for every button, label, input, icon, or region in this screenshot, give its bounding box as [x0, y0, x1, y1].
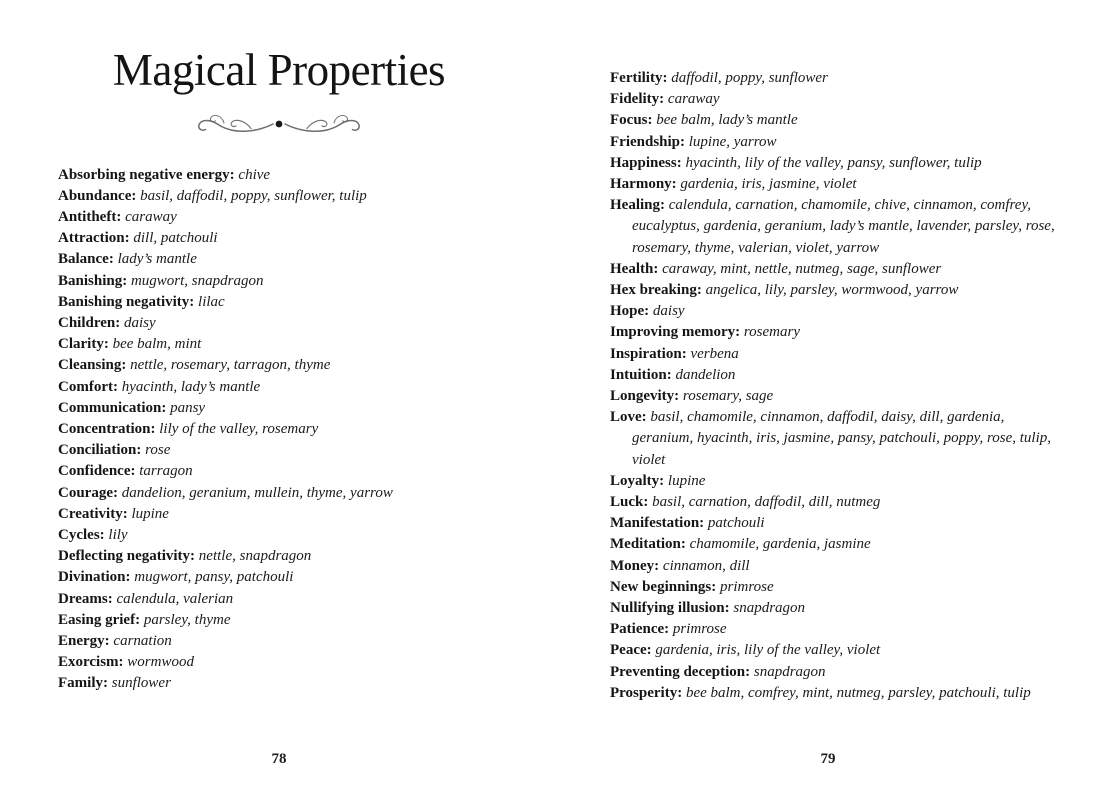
- property-value: dill, patchouli: [129, 230, 218, 247]
- property-value: cinnamon, dill: [659, 557, 750, 574]
- property-label: Harmony:: [610, 176, 677, 193]
- property-entry: [610, 683, 1064, 704]
- property-value: pansy: [166, 399, 206, 416]
- property-value: lilac: [194, 293, 225, 310]
- property-entry: [610, 471, 1064, 492]
- property-label: Divination:: [58, 569, 131, 586]
- property-label: Improving memory:: [610, 324, 741, 341]
- property-list-right: [610, 68, 1064, 704]
- property-label: Inspiration:: [610, 345, 687, 362]
- property-label: Banishing:: [58, 272, 128, 289]
- property-label: Patience:: [610, 621, 670, 638]
- property-entry: [610, 577, 1064, 598]
- property-value: wormwood: [123, 654, 194, 671]
- property-entry: [610, 386, 1064, 407]
- property-value: sunflower: [108, 675, 171, 692]
- property-value: snapdragon: [729, 600, 806, 617]
- property-value: angelica, lily, parsley, wormwood, yarrow: [701, 282, 959, 299]
- property-label: Money:: [610, 557, 660, 574]
- property-label: Cleansing:: [58, 357, 127, 374]
- property-label: Preventing deception:: [610, 663, 751, 680]
- property-value: nettle, snapdragon: [195, 548, 312, 565]
- property-label: Dreams:: [58, 590, 113, 607]
- property-value: caraway, mint, nettle, nutmeg, sage, sunflower: [658, 260, 942, 277]
- property-entry: [610, 513, 1064, 534]
- property-entry: [58, 525, 500, 546]
- property-value: primrose: [669, 621, 727, 638]
- property-entry: [610, 640, 1064, 661]
- property-entry: [610, 259, 1064, 280]
- property-list-left: [58, 165, 500, 695]
- property-label: Longevity:: [610, 388, 680, 405]
- property-entry: [610, 301, 1064, 322]
- property-label: Exorcism:: [58, 654, 124, 671]
- property-value: chive: [234, 166, 271, 183]
- property-label: Fidelity:: [610, 91, 665, 108]
- property-value: calendula, valerian: [112, 590, 234, 607]
- property-label: Peace:: [610, 642, 652, 659]
- property-entry: [58, 292, 500, 313]
- property-label: Healing:: [610, 197, 665, 214]
- property-label: Fertility:: [610, 70, 668, 86]
- property-entry: [58, 249, 500, 270]
- property-entry: [58, 610, 500, 631]
- property-entry: [58, 589, 500, 610]
- property-entry: [58, 334, 500, 355]
- property-label: Balance:: [58, 251, 114, 268]
- property-label: Family:: [58, 675, 108, 692]
- property-entry: [610, 534, 1064, 555]
- property-value: primrose: [716, 578, 774, 595]
- chapter-title: Magical Properties: [112, 45, 446, 95]
- property-entry: [58, 398, 500, 419]
- property-value: lady’s mantle: [113, 251, 197, 268]
- property-value: dandelion, geranium, mullein, thyme, yarrow: [118, 484, 393, 501]
- property-value: bee balm, mint: [108, 336, 202, 353]
- property-label: Meditation:: [610, 536, 686, 553]
- property-label: Comfort:: [58, 378, 118, 395]
- property-value: lily of the valley, rosemary: [155, 421, 319, 438]
- property-entry: [610, 556, 1064, 577]
- property-value: verbena: [686, 345, 739, 362]
- property-entry: [610, 407, 1064, 471]
- property-entry: [610, 68, 1064, 89]
- property-entry: [58, 419, 500, 440]
- property-value: bee balm, comfrey, mint, nutmeg, parsley, patchouli, tulip: [682, 684, 1031, 701]
- property-entry: [58, 165, 500, 186]
- property-value: daisy: [120, 315, 156, 332]
- property-value: rosemary, sage: [679, 388, 774, 405]
- property-label: Children:: [58, 315, 121, 332]
- property-entry: [610, 280, 1064, 301]
- property-entry: [58, 207, 500, 228]
- property-entry: [58, 652, 500, 673]
- property-entry: [58, 228, 500, 249]
- property-value: lupine: [127, 505, 169, 522]
- property-label: Courage:: [58, 484, 118, 501]
- property-label: Absorbing negative energy:: [58, 166, 235, 183]
- property-entry: [58, 483, 500, 504]
- property-entry: [610, 598, 1064, 619]
- property-value: caraway: [664, 91, 720, 108]
- property-label: Antitheft:: [58, 209, 122, 225]
- page-right: [552, 0, 1104, 799]
- property-label: Banishing negativity:: [58, 293, 195, 310]
- property-entry: [610, 195, 1064, 259]
- property-value: basil, daffodil, poppy, sunflower, tulip: [136, 187, 367, 204]
- property-entry: [58, 673, 500, 694]
- page-number-right: 79: [820, 751, 836, 767]
- property-label: Confidence:: [58, 463, 136, 480]
- property-entry: [610, 492, 1064, 513]
- property-label: Creativity:: [58, 505, 128, 522]
- property-value: rosemary: [740, 324, 800, 341]
- property-label: Clarity:: [58, 336, 109, 353]
- property-label: Abundance:: [58, 187, 137, 204]
- property-entry: [610, 662, 1064, 683]
- property-label: Attraction:: [58, 230, 130, 247]
- property-label: Communication:: [58, 399, 167, 416]
- property-label: Health:: [610, 260, 659, 277]
- property-entry: [610, 322, 1064, 343]
- property-value: basil, chamomile, cinnamon, daffodil, daisy, dill, gardenia, geranium, hyacinth, iris, jasmine, pansy, patchouli, poppy, rose, tulip, violet: [632, 409, 1052, 468]
- property-label: Luck:: [610, 494, 649, 511]
- property-entry: [58, 271, 500, 292]
- property-entry: [610, 110, 1064, 131]
- property-value: daisy: [649, 303, 685, 320]
- property-label: Hope:: [610, 303, 650, 320]
- property-value: caraway: [121, 209, 177, 225]
- property-entry: [58, 546, 500, 567]
- property-label: Cycles:: [58, 527, 105, 544]
- property-label: Nullifying illusion:: [610, 600, 730, 617]
- property-value: mugwort, pansy, patchouli: [130, 569, 294, 586]
- property-value: patchouli: [704, 515, 765, 532]
- property-label: Happiness:: [610, 154, 682, 171]
- property-entry: [610, 89, 1064, 110]
- property-value: hyacinth, lily of the valley, pansy, sunflower, tulip: [681, 154, 982, 171]
- property-value: rose: [141, 442, 171, 459]
- property-entry: [58, 461, 500, 482]
- property-entry: [610, 619, 1064, 640]
- property-value: chamomile, gardenia, jasmine: [685, 536, 871, 553]
- property-value: gardenia, iris, lily of the valley, violet: [651, 642, 881, 659]
- page-number-left: 78: [271, 751, 287, 767]
- property-label: Conciliation:: [58, 442, 142, 459]
- property-label: Love:: [610, 409, 647, 426]
- property-value: gardenia, iris, jasmine, violet: [676, 176, 857, 193]
- property-label: Easing grief:: [58, 611, 141, 628]
- property-entry: [58, 504, 500, 525]
- property-label: Focus:: [610, 112, 653, 129]
- property-value: snapdragon: [750, 663, 826, 680]
- property-value: tarragon: [135, 463, 193, 480]
- property-entry: [58, 355, 500, 376]
- property-value: lily: [104, 527, 128, 544]
- property-label: Prosperity:: [610, 684, 683, 701]
- property-value: basil, carnation, daffodil, dill, nutmeg: [648, 494, 881, 511]
- property-label: New beginnings:: [610, 578, 717, 595]
- property-value: dandelion: [671, 366, 736, 383]
- property-label: Loyalty:: [610, 472, 665, 489]
- property-entry: [58, 377, 500, 398]
- property-label: Concentration:: [58, 421, 156, 438]
- property-label: Deflecting negativity:: [58, 548, 196, 565]
- property-entry: [58, 186, 500, 207]
- property-label: Intuition:: [610, 366, 672, 383]
- property-value: bee balm, lady’s mantle: [652, 112, 798, 129]
- property-value: lupine, yarrow: [685, 133, 777, 150]
- property-value: calendula, carnation, chamomile, chive, cinnamon, comfrey, eucalyptus, gardenia, geranium, lady’s mantle, lavender, parsley, rose, rosemary, thyme, valerian, violet, yarrow: [632, 197, 1055, 256]
- property-label: Friendship:: [610, 133, 686, 150]
- property-entry: [610, 132, 1064, 153]
- property-value: nettle, rosemary, tarragon, thyme: [126, 357, 331, 374]
- property-entry: [610, 344, 1064, 365]
- flourish-divider-icon: [58, 108, 500, 140]
- property-entry: [58, 631, 500, 652]
- property-entry: [610, 174, 1064, 195]
- property-label: Energy:: [58, 633, 110, 650]
- property-value: carnation: [109, 633, 172, 650]
- property-entry: [58, 313, 500, 334]
- property-label: Manifestation:: [610, 515, 705, 532]
- property-entry: [58, 567, 500, 588]
- property-value: parsley, thyme: [140, 611, 231, 628]
- property-value: daffodil, poppy, sunflower: [667, 70, 828, 86]
- property-entry: [610, 153, 1064, 174]
- property-value: lupine: [664, 472, 706, 489]
- property-label: Hex breaking:: [610, 282, 702, 299]
- property-entry: [58, 440, 500, 461]
- property-value: mugwort, snapdragon: [127, 272, 264, 289]
- property-entry: [610, 365, 1064, 386]
- property-value: hyacinth, lady’s mantle: [117, 378, 261, 395]
